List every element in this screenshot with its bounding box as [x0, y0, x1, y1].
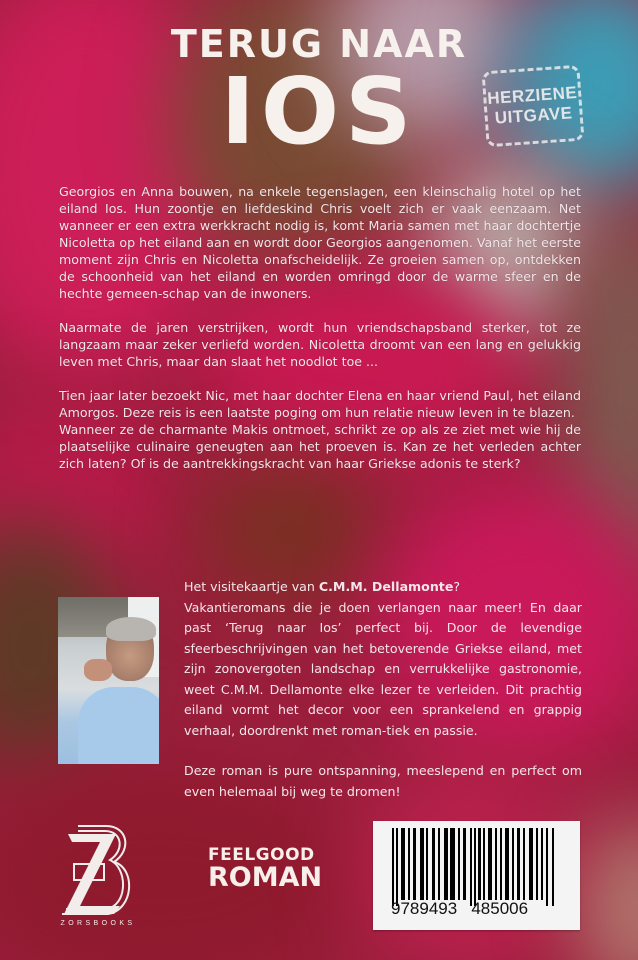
- author-bio-text: Vakantieromans die je doen verlangen naar meer! En daar past ‘Terug naar Ios’ perfect bij. Door de levendige sfeerbeschrijvingen van het betoverende Griekse eiland, met zijn zonovergoten landschap en verrukkelijke gastronomie, weet C.M.M. Dellamonte elke lezer te verleiden. Dit prachtig eiland vormt het decor voor een sprankelend en grappig verhaal, doordrenkt met roman-tiek en passie.: [184, 599, 582, 738]
- genre-line-1: FEELGOOD: [208, 845, 315, 865]
- author-photo: [58, 597, 159, 764]
- synopsis-paragraph: Georgios en Anna bouwen, na enkele tegenslagen, een kleinschalig hotel op het eiland Ios. Hun zoontje en liefdeskind Chris voelt zich er vaak eenzaam. Net wanneer er een extra werkkracht nodig is, komt Maria samen met haar dochtertje Nicoletta op het eiland aan en wordt door Georgios aangenomen. Vanaf het eerste moment zijn Chris en Nicoletta onafscheidelijk. Ze groeien samen op, ontdekken de schoonheid van het eiland en worden omringd door de warme sfeer en de hechte gemeen-schap van de inwoners.: [59, 184, 581, 301]
- stamp-line-1: HERZIENE: [486, 82, 578, 109]
- author-closing: Deze roman is pure ontspanning, meeslepend en perfect om even helemaal bij weg te dromen!: [184, 763, 582, 799]
- synopsis-paragraph: Naarmate de jaren verstrijken, wordt hun vriendschapsband sterker, tot ze langzaam maar zeker verliefd worden. Nicoletta droomt van een lang en gelukkig leven met Chris, maar dan slaat het noodlot toe ...: [59, 320, 581, 369]
- barcode-bars-icon: [392, 828, 562, 906]
- synopsis-paragraph: Wanneer ze de charmante Makis ontmoet, schrikt ze op als ze ziet met wie hij de plaatselijke culinaire geneugten aan het proeven is. Kan ze het verleden achter zich laten? Of is de aantrekkingskracht van haar Griekse adonis te sterk?: [59, 422, 581, 471]
- isbn-barcode: [373, 821, 580, 930]
- synopsis-paragraph: Tien jaar later bezoekt Nic, met haar dochter Elena en haar vriend Paul, het eiland Amorgos. Deze reis is een laatste poging om hun relatie nieuw leven in te blazen.: [59, 388, 581, 420]
- genre-line-2: ROMAN: [208, 862, 323, 893]
- title-line-1: TERUG NAAR: [170, 22, 468, 66]
- stamp-line-2: UITGAVE: [494, 103, 574, 128]
- author-name: C.M.M. Dellamonte: [318, 579, 454, 594]
- zb-monogram-icon: [58, 822, 138, 934]
- synopsis: [59, 183, 581, 472]
- revised-edition-stamp: [481, 65, 584, 148]
- author-bio: [184, 577, 582, 822]
- isbn-number: 9789493 485006: [391, 899, 529, 918]
- title-line-2: IOS: [220, 58, 418, 165]
- publisher-name: ZORSBOOKS: [60, 920, 136, 927]
- genre-label: [208, 845, 323, 893]
- author-intro: Het visitekaartje van: [184, 579, 319, 594]
- author-intro-suffix: ?: [453, 579, 461, 594]
